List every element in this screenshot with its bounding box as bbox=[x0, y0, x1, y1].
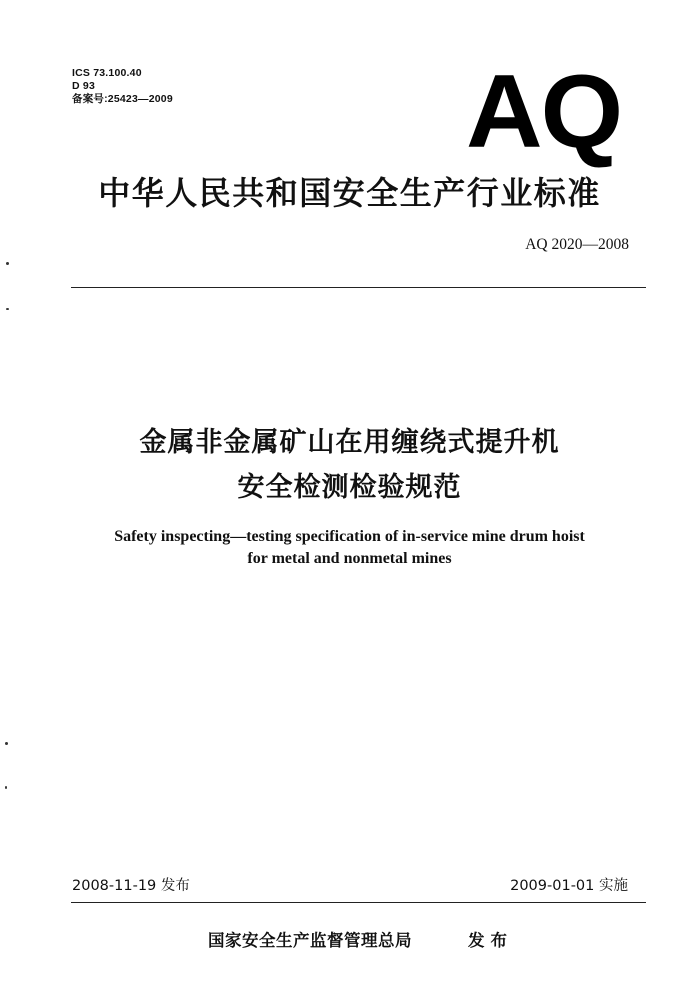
bottom-divider bbox=[71, 902, 646, 903]
chinese-title-line-2: 安全检测检验规范 bbox=[237, 472, 462, 503]
top-divider bbox=[71, 287, 646, 288]
scan-speck bbox=[6, 308, 9, 310]
english-title-line-1: Safety inspecting—testing specification of in-service mine drum hoist bbox=[114, 528, 585, 545]
issue-date: 2008-11-19 发布 bbox=[72, 878, 190, 894]
publish-label: 发布 bbox=[468, 931, 513, 950]
standard-code: AQ 2020—2008 bbox=[525, 236, 629, 253]
scan-speck bbox=[5, 786, 7, 789]
ics-code: ICS 73.100.40 bbox=[72, 67, 142, 79]
classification-block bbox=[72, 67, 173, 106]
standard-category-title: 中华人民共和国安全生产行业标准 bbox=[98, 174, 601, 212]
scan-speck bbox=[5, 742, 8, 745]
implement-date: 2009-01-01 实施 bbox=[510, 878, 628, 894]
publisher-name: 国家安全生产监督管理总局 bbox=[208, 931, 412, 950]
chinese-title-line-1: 金属非金属矿山在用缠绕式提升机 bbox=[139, 427, 560, 458]
record-number: 备案号:25423—2009 bbox=[72, 93, 173, 105]
aq-logo: AQ bbox=[466, 54, 622, 170]
ccs-code: D 93 bbox=[72, 80, 95, 92]
english-title-line-2: for metal and nonmetal mines bbox=[247, 550, 452, 567]
scan-speck bbox=[6, 262, 9, 265]
